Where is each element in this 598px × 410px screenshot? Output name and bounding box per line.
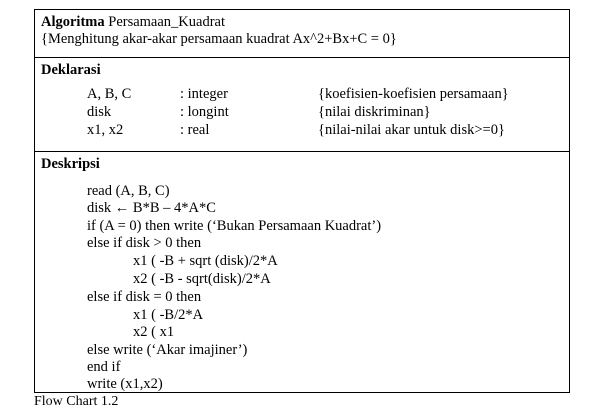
decl-comment: {nilai diskriminan} — [318, 104, 431, 120]
code-line: else if disk = 0 then — [87, 289, 202, 305]
description-section — [35, 177, 569, 392]
decl-names: A, B, C — [87, 86, 132, 102]
code-line: x2 ( x1 — [133, 324, 175, 340]
code-line: x2 ( -B - sqrt(disk)/2*A — [133, 271, 271, 287]
code-line: disk ← B*B – 4*A*C — [87, 200, 216, 216]
algorithm-title — [41, 14, 225, 30]
code-line: if (A = 0) then write (‘Bukan Persamaan Kuadrat’) — [87, 218, 382, 234]
code-line: end if — [87, 359, 121, 375]
decl-comment: {koefisien-koefisien persamaan} — [318, 86, 509, 102]
algorithm-keyword: Algoritma — [41, 14, 105, 30]
code-line: x1 ( -B + sqrt (disk)/2*A — [133, 253, 278, 269]
code-line: else if disk > 0 then — [87, 235, 202, 251]
algorithm-header — [35, 10, 569, 57]
algorithm-box — [34, 9, 570, 393]
decl-names: disk — [87, 104, 112, 120]
algorithm-name: Persamaan_Kuadrat — [104, 14, 226, 30]
decl-type: : longint — [180, 104, 229, 120]
code-line: read (A, B, C) — [87, 183, 170, 199]
code-line: x1 ( -B/2*A — [133, 307, 204, 323]
algorithm-comment: {Menghitung akar-akar persamaan kuadrat Ax^2+Bx+C = 0} — [41, 31, 397, 47]
declaration-label: Deklarasi — [41, 62, 101, 78]
decl-names: x1, x2 — [87, 122, 124, 138]
code-line: write (x1,x2) — [87, 376, 163, 392]
description-label: Deskripsi — [41, 156, 100, 172]
decl-comment: {nilai-nilai akar untuk disk>=0} — [318, 122, 505, 138]
figure-caption: Flow Chart 1.2 — [34, 394, 119, 409]
code-line: else write (‘Akar imajiner’) — [87, 342, 248, 358]
declaration-header — [35, 57, 569, 83]
decl-type: : integer — [180, 86, 228, 102]
declaration-section — [35, 83, 569, 151]
description-header — [35, 151, 569, 177]
decl-type: : real — [180, 122, 210, 138]
